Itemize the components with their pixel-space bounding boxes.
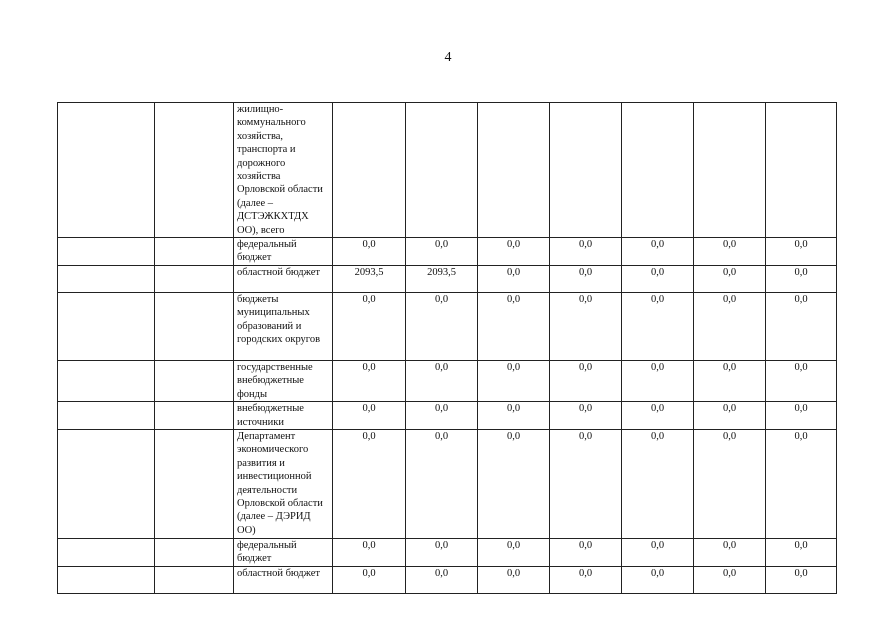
table-row [58,402,837,430]
empty-cell [155,360,234,401]
value-cell: 0,0 [694,538,766,566]
row-label: областной бюджет [234,265,333,292]
value-cell: 0,0 [766,265,837,292]
value-cell: 0,0 [622,238,694,266]
value-cell: 0,0 [478,360,550,401]
empty-cell [58,360,155,401]
table-row [58,566,837,593]
value-cell: 0,0 [333,238,406,266]
value-cell [550,103,622,238]
value-cell: 0,0 [406,360,478,401]
page-number: 4 [444,50,452,65]
table-row [58,429,837,538]
value-cell: 0,0 [406,429,478,538]
value-cell: 0,0 [478,429,550,538]
row-label: федеральный бюджет [234,238,333,266]
value-cell: 0,0 [478,292,550,360]
table-row [58,360,837,401]
empty-cell [155,103,234,238]
empty-cell [58,292,155,360]
value-cell: 0,0 [333,360,406,401]
value-cell: 0,0 [550,265,622,292]
empty-cell [155,265,234,292]
value-cell: 0,0 [478,538,550,566]
value-cell: 0,0 [333,566,406,593]
value-cell: 0,0 [406,238,478,266]
value-cell: 0,0 [406,566,478,593]
value-cell: 0,0 [333,292,406,360]
value-cell [406,103,478,238]
value-cell: 0,0 [406,292,478,360]
value-cell: 0,0 [766,566,837,593]
value-cell: 0,0 [622,566,694,593]
value-cell: 0,0 [766,429,837,538]
row-label: государственные внебюджетные фонды [234,360,333,401]
value-cell: 0,0 [694,429,766,538]
empty-cell [58,238,155,266]
value-cell: 0,0 [766,402,837,430]
empty-cell [58,566,155,593]
row-label: внебюджетные источники [234,402,333,430]
value-cell: 0,0 [622,429,694,538]
empty-cell [58,265,155,292]
value-cell: 0,0 [406,538,478,566]
empty-cell [155,402,234,430]
value-cell: 0,0 [333,429,406,538]
value-cell: 0,0 [766,238,837,266]
value-cell: 0,0 [766,360,837,401]
value-cell: 0,0 [478,402,550,430]
value-cell [478,103,550,238]
value-cell: 0,0 [333,538,406,566]
empty-cell [58,538,155,566]
row-label: федеральный бюджет [234,538,333,566]
value-cell: 0,0 [550,238,622,266]
value-cell: 0,0 [478,265,550,292]
value-cell: 0,0 [478,566,550,593]
row-label: областной бюджет [234,566,333,593]
value-cell: 2093,5 [333,265,406,292]
empty-cell [155,292,234,360]
value-cell: 0,0 [622,292,694,360]
value-cell: 0,0 [333,402,406,430]
value-cell: 0,0 [622,538,694,566]
value-cell: 0,0 [478,238,550,266]
value-cell [333,103,406,238]
empty-cell [155,238,234,266]
value-cell [694,103,766,238]
empty-cell [58,402,155,430]
table-body [58,103,837,594]
empty-cell [155,566,234,593]
value-cell: 0,0 [550,538,622,566]
empty-cell [155,429,234,538]
value-cell: 0,0 [622,265,694,292]
value-cell: 0,0 [622,402,694,430]
value-cell: 0,0 [550,360,622,401]
value-cell: 0,0 [766,292,837,360]
value-cell [622,103,694,238]
row-label: бюджеты муниципальных образований и городских округов [234,292,333,360]
empty-cell [155,538,234,566]
value-cell: 0,0 [550,292,622,360]
value-cell: 0,0 [694,238,766,266]
value-cell: 0,0 [694,265,766,292]
table-row [58,238,837,266]
empty-cell [58,103,155,238]
table-row [58,292,837,360]
value-cell: 0,0 [694,402,766,430]
row-label: жилищно-коммунального хозяйства, транспорта и дорожного хозяйства Орловской области (далее – ДСТЭЖКХТДХ ОО), всего [234,103,333,238]
value-cell: 0,0 [766,538,837,566]
value-cell: 0,0 [694,292,766,360]
row-label: Департамент экономического развития и инвестиционной деятельности Орловской области (далее – ДЭРИД ОО) [234,429,333,538]
value-cell: 0,0 [550,402,622,430]
empty-cell [58,429,155,538]
value-cell [766,103,837,238]
value-cell: 0,0 [550,566,622,593]
table-row [58,538,837,566]
value-cell: 0,0 [550,429,622,538]
value-cell: 2093,5 [406,265,478,292]
table-row [58,103,837,238]
value-cell: 0,0 [622,360,694,401]
budget-table [57,102,837,594]
value-cell: 0,0 [694,566,766,593]
value-cell: 0,0 [694,360,766,401]
table-row [58,265,837,292]
value-cell: 0,0 [406,402,478,430]
